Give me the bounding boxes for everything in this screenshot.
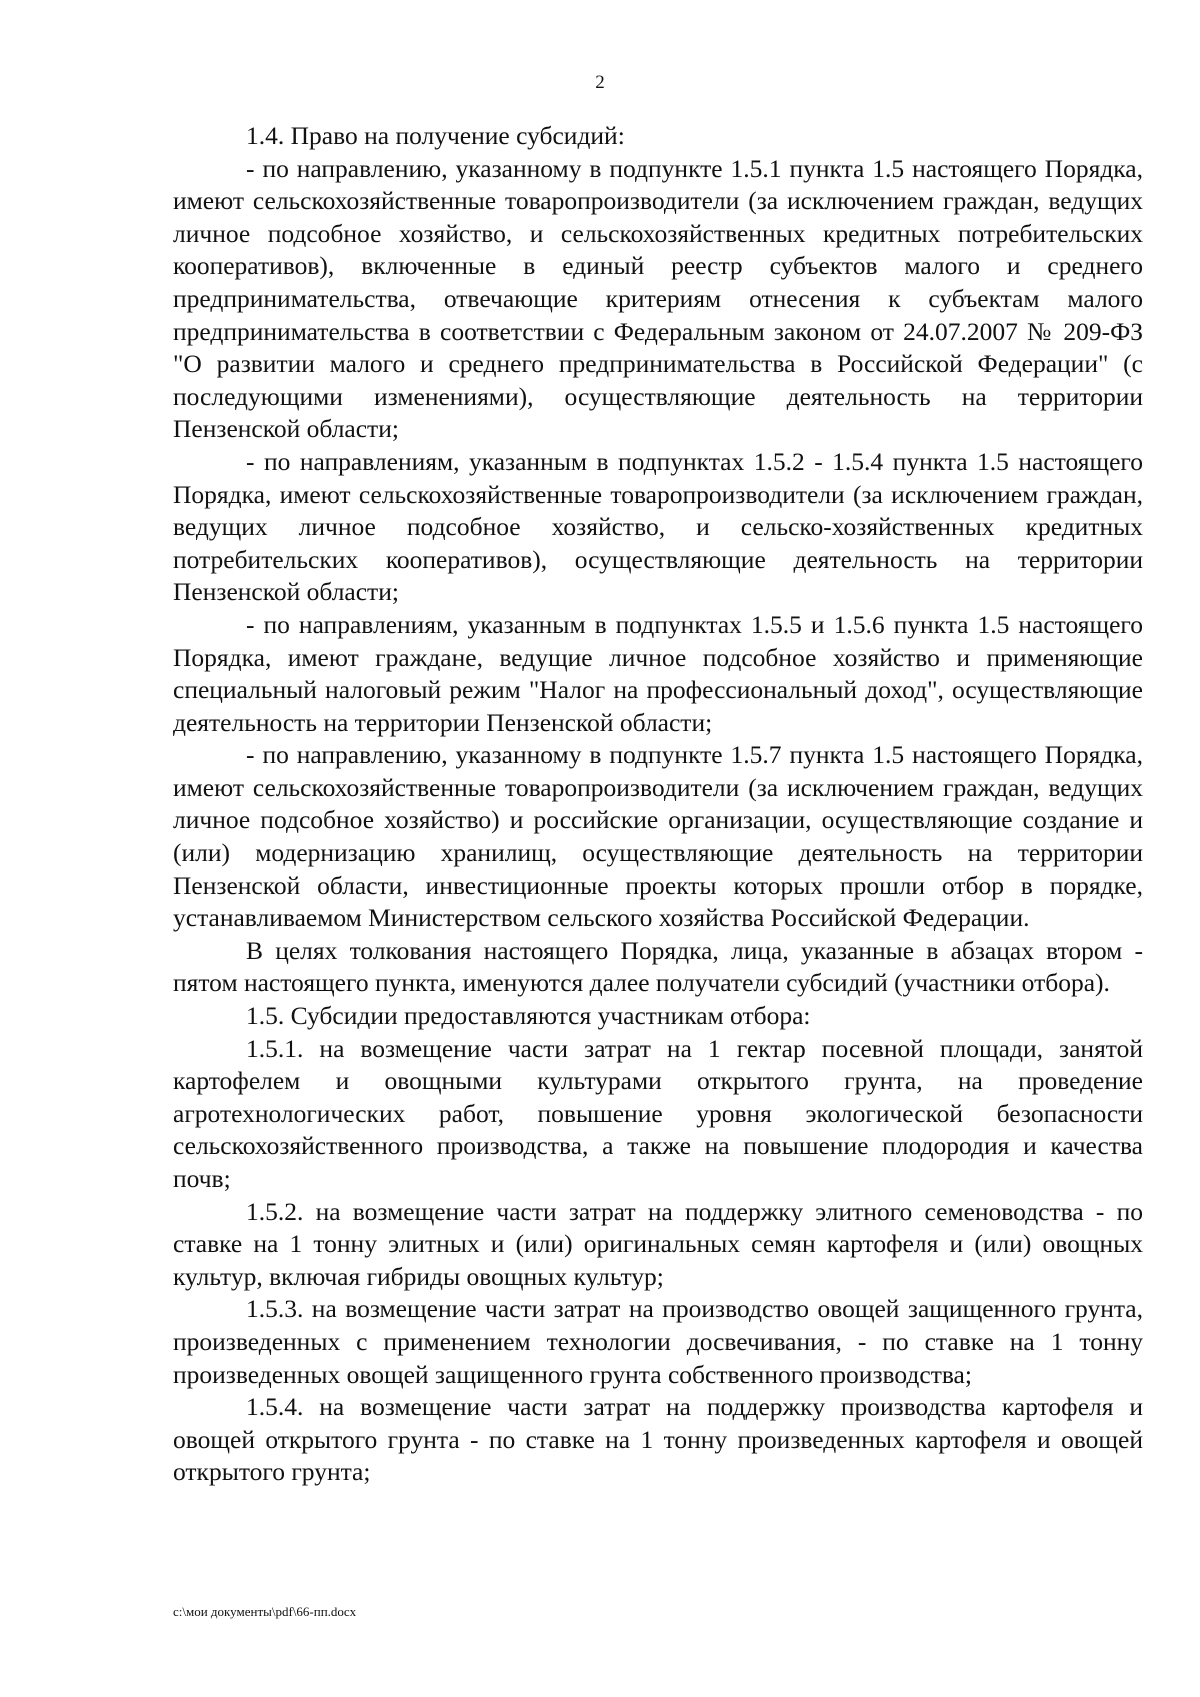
paragraph-1-5-2: 1.5.2. на возмещение части затрат на поддержку элитного семеноводства - по ставке на 1 тонну элитных и (или) оригинальных семян картофеля и (или) овощных культур, включая гибриды овощных культур; <box>173 1196 1143 1291</box>
paragraph-1-5-3: 1.5.3. на возмещение части затрат на производство овощей защищенного грунта, произведенных с применением технологии досвечивания, - по ставке на 1 тонну произведенных овощей защищенного грунта собственного производства; <box>173 1294 1143 1389</box>
paragraph-directions-1-5-5-and-1-5-6: - по направлениям, указанным в подпунктах 1.5.5 и 1.5.6 пункта 1.5 настоящего Порядка, имеют граждане, ведущие личное подсобное хозяйство и применяющие специальный налоговый режим "Налог на профессиональный доход", осуществляющие деятельность на территории Пензенской области; <box>173 609 1143 737</box>
paragraph-1-4-heading: 1.4. Право на получение субсидий: <box>246 121 625 150</box>
paragraph-1-5-4: 1.5.4. на возмещение части затрат на поддержку производства картофеля и овощей открытого грунта - по ставке на 1 тонну произведенных картофеля и овощей открытого грунта; <box>173 1392 1143 1487</box>
paragraph-1-5-1: 1.5.1. на возмещение части затрат на 1 гектар посевной площади, занятой картофелем и овощными культурами открытого грунта, на проведение агротехнологических работ, повышение уровня экологической безопасности сельскохозяйственного производства, а также на повышение плодородия и качества почв; <box>173 1033 1143 1193</box>
footer-file-path: c:\мои документы\pdf\66-пп.docx <box>173 1604 357 1619</box>
paragraph-direction-1-5-1: - по направлению, указанному в подпункте 1.5.1 пункта 1.5 настоящего Порядка, имеют сельскохозяйственные товаропроизводители (за исключением граждан, ведущих личное подсобное хозяйство, и сельскохозяйственных кредитных потребительских кооперативов), включенные в единый реестр субъектов малого и среднего предпринимательства, отвечающие критериям отнесения к субъектам малого предпринимательства в соответствии с Федеральным законом от 24.07.2007 № 209-ФЗ "О развитии малого и среднего предпринимательства в Российской Федерации" (с последующими изменениями), осуществляющие деятельность на территории Пензенской области; <box>173 153 1143 444</box>
paragraph-direction-1-5-7: - по направлению, указанному в подпункте 1.5.7 пункта 1.5 настоящего Порядка, имеют сельскохозяйственные товаропроизводители (за исключением граждан, ведущих личное подсобное хозяйство) и российские организации, осуществляющие создание и (или) модернизацию хранилищ, осуществляющие деятельность на территории Пензенской области, инвестиционные проекты которых прошли отбор в порядке, устанавливаемом Министерством сельского хозяйства Российской Федерации. <box>173 740 1143 933</box>
paragraph-directions-1-5-2-to-1-5-4: - по направлениям, указанным в подпунктах 1.5.2 - 1.5.4 пункта 1.5 настоящего Порядка, имеют сельскохозяйственные товаропроизводители (за исключением граждан, ведущих личное подсобное хозяйство, и сельско-хозяйственных кредитных потребительских кооперативов), осуществляющие деятельность на территории Пензенской области; <box>173 446 1143 607</box>
paragraph-interpretation: В целях толкования настоящего Порядка, лица, указанные в абзацах втором - пятом настоящего пункта, именуются далее получатели субсидий (участники отбора). <box>173 935 1143 998</box>
document-body <box>173 120 1143 1489</box>
page-number: 2 <box>595 72 605 93</box>
paragraph-1-5-heading: 1.5. Субсидии предоставляются участникам отбора: <box>246 1001 811 1031</box>
